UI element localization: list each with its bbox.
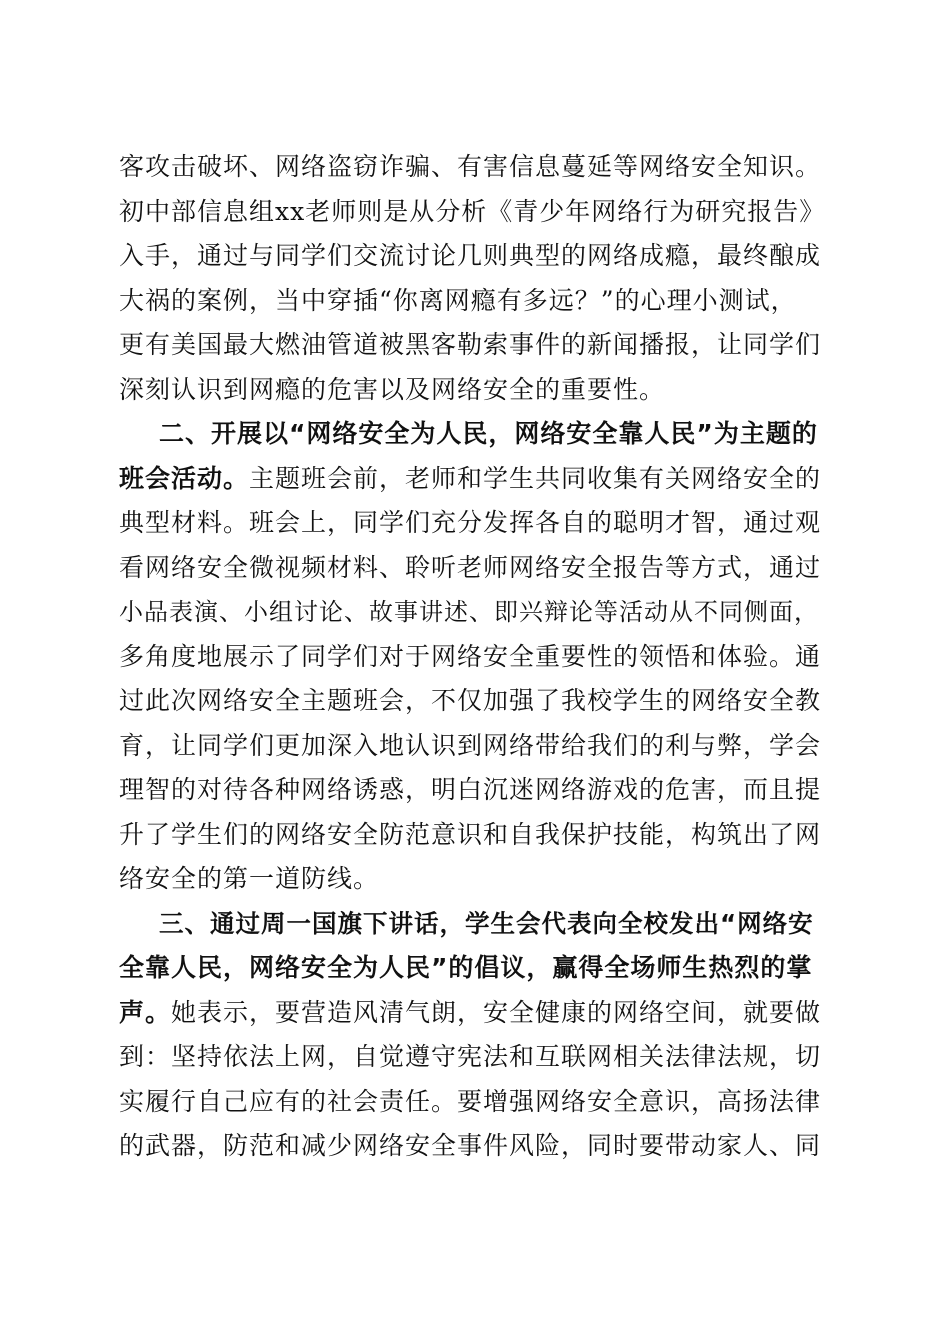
text-line	[119, 590, 824, 635]
section-3-heading-line1: 三、通过周一国旗下讲话，学生会代表向全校发出“网络安	[159, 908, 814, 938]
section-heading	[119, 946, 824, 991]
text-line	[119, 190, 824, 235]
section-heading	[119, 902, 824, 947]
text-line-content: 理智的对待各种网络诱惑，明白沉迷网络游戏的危害，而且提	[119, 775, 822, 804]
section-2-heading-line2: 班会活动。	[119, 463, 250, 493]
section-2-heading-line1: 二、开展以“网络安全为人民，网络安全靠人民”为主题的	[159, 419, 818, 448]
text-line	[119, 857, 824, 902]
text-line-content: 看网络安全微视频材料、聆听老师网络安全报告等方式，通过	[119, 552, 822, 582]
text-line-content: 客攻击破坏、网络盗窃诈骗、有害信息蔓延等网络安全知识。	[119, 152, 822, 181]
text-line-content: 络安全的第一道防线。	[119, 864, 380, 893]
section-3-heading-line3: 声。	[119, 997, 172, 1027]
text-line	[119, 724, 824, 769]
text-line	[119, 679, 824, 724]
text-line	[119, 1035, 824, 1080]
text-line	[119, 457, 824, 502]
section-3-heading-line2: 全靠人民，网络安全为人民”的倡议，赢得全场师生热烈的掌	[119, 953, 813, 982]
text-line-content: 深刻认识到网瘾的危害以及网络安全的重要性。	[119, 374, 666, 404]
text-line	[119, 501, 824, 546]
text-line-content: 初中部信息组xx老师则是从分析《青少年网络行为研究报告》	[119, 196, 826, 226]
document-body	[119, 145, 824, 1169]
text-line	[119, 991, 824, 1036]
text-line-content: 多角度地展示了同学们对于网络安全重要性的领悟和体验。通	[119, 641, 822, 671]
section-heading	[119, 412, 824, 457]
text-line	[119, 1080, 824, 1125]
text-line-content: 过此次网络安全主题班会，不仅加强了我校学生的网络安全教	[119, 686, 822, 715]
text-line-content: 更有美国最大燃油管道被黑客勒索事件的新闻播报，让同学们	[119, 330, 822, 359]
text-line	[119, 145, 824, 190]
text-line-content: 主题班会前，老师和学生共同收集有关网络安全的	[249, 463, 822, 493]
text-line-content: 到：坚持依法上网，自觉遵守宪法和互联网相关法律法规，切	[119, 1042, 822, 1071]
text-line-content: 升了学生们的网络安全防范意识和自我保护技能，构筑出了网	[119, 819, 822, 849]
text-line	[119, 1124, 824, 1169]
text-line	[119, 368, 824, 413]
text-line-content: 大祸的案例，当中穿插“你离网瘾有多远？”的心理小测试，	[119, 285, 797, 315]
text-line-content: 小品表演、小组讨论、故事讲述、即兴辩论等活动从不同侧面，	[119, 598, 819, 626]
text-line	[119, 635, 824, 680]
text-line-content: 典型材料。班会上，同学们充分发挥各自的聪明才智，通过观	[119, 508, 822, 537]
text-line-content: 实履行自己应有的社会责任。要增强网络安全意识，高扬法律	[119, 1086, 822, 1116]
text-line	[119, 323, 824, 368]
text-line	[119, 546, 824, 591]
text-line	[119, 768, 824, 813]
text-line-content: 入手，通过与同学们交流讨论几则典型的网络成瘾，最终酿成	[119, 241, 822, 270]
text-line	[119, 234, 824, 279]
text-line	[119, 813, 824, 858]
text-line	[119, 279, 824, 324]
text-line-content: 育，让同学们更加深入地认识到网络带给我们的利与弊，学会	[119, 730, 822, 760]
text-line-content: 的武器，防范和减少网络安全事件风险，同时要带动家人、同	[119, 1131, 822, 1160]
text-line-content: 她表示，要营造风清气朗，安全健康的网络空间，就要做	[171, 997, 822, 1027]
